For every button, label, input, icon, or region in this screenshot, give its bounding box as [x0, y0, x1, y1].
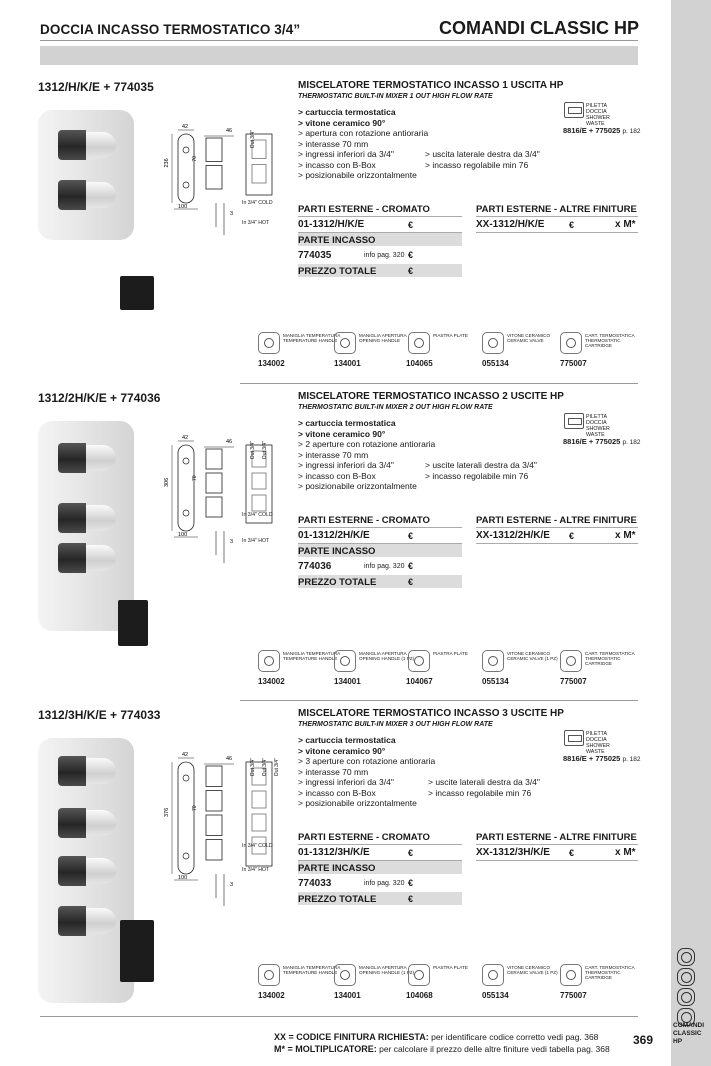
chrome-parts-heading: PARTI ESTERNE - CROMATO [298, 204, 430, 215]
handle-knob [58, 503, 134, 533]
total-heading: PREZZO TOTALE [298, 266, 377, 277]
feature-item: > posizionabile orizzontalmente [298, 170, 417, 180]
incasso-code: 774036 [298, 561, 332, 572]
feature-item: > cartuccia termostatica [298, 735, 396, 745]
incasso-code: 774035 [298, 250, 332, 261]
feature-item: > incasso regolabile min 76 [428, 787, 532, 798]
handle-knob [58, 543, 134, 573]
builtin-box-photo [120, 920, 154, 982]
accessory-icon [482, 332, 504, 354]
outlet-label: Out 3/4" [250, 130, 256, 149]
control-knob-icon [677, 948, 695, 966]
drawing-wrapper [164, 748, 298, 911]
total-heading: PREZZO TOTALE [298, 577, 377, 588]
feature-item: > interasse 70 mm [298, 138, 369, 149]
accessory-code: 134002 [258, 359, 285, 368]
feature-item: > posizionabile orizzontalmente [298, 798, 417, 808]
other-finishes-price: € [569, 848, 575, 858]
chrome-price: € [408, 531, 414, 541]
chrome-code: 01-1312/3H/K/E [298, 847, 370, 858]
feature-item: > 2 aperture con rotazione antioraria [298, 439, 436, 449]
accessory-code: 055134 [482, 359, 509, 368]
other-finishes-price: € [569, 220, 575, 230]
product-code-title: 1312/2H/K/E + 774036 [38, 391, 161, 405]
section-divider [240, 383, 638, 384]
other-finishes-code: XX-1312/H/K/E [476, 219, 545, 230]
price-divider [476, 527, 638, 528]
accessory-icon [560, 964, 582, 986]
accessory-label: PIASTRA PLATE [433, 333, 468, 338]
feature-item: > vitone ceramico 90° [298, 745, 386, 756]
dim-spacing: 70 [192, 805, 198, 811]
feature-item: > interasse 70 mm [298, 766, 369, 777]
accessory-icon [334, 964, 356, 986]
feature-item: > incasso con B-Box [298, 787, 376, 798]
chrome-parts-heading: PARTI ESTERNE - CROMATO [298, 515, 430, 526]
section-divider [240, 700, 638, 701]
control-knob-icon [677, 988, 695, 1006]
handle-knob [58, 756, 134, 786]
accessory-label: MANIGLIA TEMPERATURA TEMPERATURE HANDLE [283, 651, 341, 662]
footer-xx-note: XX = CODICE FINITURA RICHIESTA: per identificare codice corretto vedi pag. 368 [274, 1032, 599, 1042]
chrome-code: 01-1312/2H/K/E [298, 530, 370, 541]
accessory-label: VITONE CERAMICO CERAMIC VALVE (1 PZ) [507, 651, 558, 662]
dim-width: 42 [182, 435, 189, 441]
outlet-label: Out 3/4" [262, 441, 268, 460]
other-finishes-price: € [569, 531, 575, 541]
other-finishes-code: XX-1312/3H/K/E [476, 847, 550, 858]
header-divider [40, 40, 638, 41]
feature-item: > ingressi inferiori da 3/4" [298, 149, 394, 159]
handle-knob [58, 443, 134, 473]
product-photo [38, 110, 134, 240]
dim-height: 306 [164, 477, 170, 487]
feature-item: > uscite laterali destra da 3/4" [425, 460, 537, 470]
inlet-hot-label: In 3/4" HOT [242, 867, 270, 873]
chrome-code: 01-1312/H/K/E [298, 219, 365, 230]
drawing-wrapper [164, 120, 298, 240]
incasso-info: info pag. 320 [364, 880, 405, 887]
inlet-hot-label: In 3/4" HOT [242, 538, 270, 544]
accessory-icon [482, 964, 504, 986]
accessory-label: MANIGLIA TEMPERATURA TEMPERATURE HANDLE [283, 965, 341, 976]
price-divider [476, 844, 638, 845]
incasso-price: € [408, 561, 414, 571]
accessory-code: 134002 [258, 991, 285, 1000]
dim-spacing: 70 [192, 475, 198, 481]
accessory-code: 134001 [334, 677, 361, 686]
other-finishes-code: XX-1312/2H/K/E [476, 530, 550, 541]
shower-waste-label: PILETTA DOCCIA SHOWER WASTE [586, 103, 610, 127]
handle-knob [58, 856, 134, 886]
shower-waste-icon [564, 102, 584, 118]
accessory-label: VITONE CERAMICO CERAMIC VALVE (1 PZ) [507, 965, 558, 976]
shower-waste-code: 8816/E + 775025 p. 182 [563, 126, 641, 135]
feature-item: > vitone ceramico 90° [298, 428, 386, 439]
product-subtitle: THERMOSTATIC BUILT-IN MIXER 2 OUT HIGH FLOW RATE [298, 404, 493, 411]
technical-drawing [164, 431, 298, 563]
accessory-label: CART. TERMOSTATICA THERMOSTATIC CARTRIDGE [585, 333, 635, 349]
feature-item: > cartuccia termostatica [298, 418, 396, 428]
inlet-hot-label: In 3/4" HOT [242, 220, 270, 226]
accessory-icon [258, 650, 280, 672]
price-divider [476, 216, 638, 217]
accessory-code: 104065 [406, 359, 433, 368]
feature-item: > ingressi inferiori da 3/4" [298, 460, 394, 470]
shower-waste-icon [564, 730, 584, 746]
outlet-label: Out 3/4" [250, 758, 256, 777]
accessory-icon [408, 332, 430, 354]
accessory-label: CART. TERMOSTATICA THERMOSTATIC CARTRIDGE [585, 651, 635, 667]
page-number: 369 [633, 1033, 654, 1047]
dim-offset: 46 [226, 756, 233, 762]
accessory-code: 134001 [334, 359, 361, 368]
chrome-price: € [408, 848, 414, 858]
accessory-icon [408, 650, 430, 672]
side-tab-strip [671, 0, 711, 1066]
product-subtitle: THERMOSTATIC BUILT-IN MIXER 3 OUT HIGH FLOW RATE [298, 721, 493, 728]
feature-item: > uscite laterali destra da 3/4" [428, 777, 540, 787]
outlet-label: Out 3/4" [274, 758, 280, 777]
builtin-box-photo [120, 276, 154, 310]
feature-item: > incasso con B-Box [298, 159, 376, 170]
feature-item: > incasso regolabile min 76 [425, 159, 529, 170]
accessory-label: VITONE CERAMICO CERAMIC VALVE [507, 333, 551, 344]
handle-knob [58, 180, 134, 210]
incasso-heading: PARTE INCASSO [298, 235, 376, 246]
dim-offset: 46 [226, 439, 233, 445]
accessory-code: 775007 [560, 359, 587, 368]
page-series-title: COMANDI CLASSIC HP [438, 18, 639, 38]
dim-thickness: 3 [230, 882, 234, 888]
accessory-code: 055134 [482, 677, 509, 686]
shower-waste-label: PILETTA DOCCIA SHOWER WASTE [586, 731, 610, 755]
feature-item: > vitone ceramico 90° [298, 117, 386, 128]
inlet-cold-label: In 3/4" COLD [242, 843, 273, 849]
accessory-label: MANIGLIA APERTURA OPENING HANDLE (1 PZ) [359, 651, 415, 662]
product-title: MISCELATORE TERMOSTATICO INCASSO 1 USCITA HP [298, 80, 564, 91]
side-tab-icons [677, 946, 701, 1028]
shower-waste-label: PILETTA DOCCIA SHOWER WASTE [586, 414, 610, 438]
feature-item: > interasse 70 mm [298, 449, 369, 460]
outlet-label: Out 3/4" [262, 758, 268, 777]
price-divider [298, 216, 462, 217]
accessory-icon [482, 650, 504, 672]
handle-knob [58, 808, 134, 838]
accessory-icon [560, 650, 582, 672]
accessory-icon [560, 332, 582, 354]
builtin-box-photo [118, 600, 148, 646]
side-tab-label: COMANDI CLASSIC HP [673, 1022, 705, 1045]
dim-height: 236 [164, 158, 170, 168]
accessory-icon [408, 964, 430, 986]
accessory-icon [258, 332, 280, 354]
multiplier-label: x M* [615, 847, 636, 858]
shower-waste-icon [564, 413, 584, 429]
price-divider [298, 844, 462, 845]
incasso-heading: PARTE INCASSO [298, 863, 376, 874]
dim-depth: 100 [178, 204, 188, 210]
accessory-code: 775007 [560, 677, 587, 686]
technical-drawing [164, 120, 298, 235]
product-code-title: 1312/3H/K/E + 774033 [38, 708, 161, 722]
feature-item: > ingressi inferiori da 3/4" [298, 777, 394, 787]
shower-waste-code: 8816/E + 775025 p. 182 [563, 754, 641, 763]
other-finishes-heading: PARTI ESTERNE - ALTRE FINITURE [476, 204, 637, 215]
incasso-price: € [408, 250, 414, 260]
price-divider [476, 232, 638, 233]
header-band [40, 46, 638, 65]
price-divider [298, 527, 462, 528]
incasso-price: € [408, 878, 414, 888]
feature-item: > incasso con B-Box [298, 470, 376, 481]
price-divider [476, 860, 638, 861]
footer-m-note: M* = MOLTIPLICATORE: per calcolare il prezzo delle altre finiture vedi tabella pag. 368 [274, 1044, 610, 1054]
accessory-label: MANIGLIA APERTURA OPENING HANDLE (1 PZ) [359, 965, 415, 976]
feature-item: > uscita laterale destra da 3/4" [425, 149, 540, 159]
dim-spacing: 70 [192, 155, 198, 162]
dim-thickness: 3 [230, 211, 234, 217]
page-section-title: DOCCIA INCASSO TERMOSTATICO 3/4” [40, 22, 301, 37]
footer-divider [40, 1016, 638, 1017]
control-knob-icon [677, 968, 695, 986]
inlet-cold-label: In 3/4" COLD [242, 200, 273, 206]
dim-width: 42 [182, 752, 189, 758]
product-code-title: 1312/H/K/E + 774035 [38, 80, 154, 94]
dim-thickness: 3 [230, 539, 234, 545]
feature-item: > incasso regolabile min 76 [425, 470, 529, 481]
accessory-label: PIASTRA PLATE [433, 965, 468, 970]
accessory-label: CART. TERMOSTATICA THERMOSTATIC CARTRIDGE [585, 965, 635, 981]
accessory-label: MANIGLIA APERTURA OPENING HANDLE [359, 333, 407, 344]
dim-height: 376 [164, 807, 170, 817]
accessory-label: MANIGLIA TEMPERATURA TEMPERATURE HANDLE [283, 333, 341, 344]
chrome-parts-heading: PARTI ESTERNE - CROMATO [298, 832, 430, 843]
product-subtitle: THERMOSTATIC BUILT-IN MIXER 1 OUT HIGH FLOW RATE [298, 93, 493, 100]
dim-depth: 100 [178, 532, 188, 538]
incasso-heading: PARTE INCASSO [298, 546, 376, 557]
total-price: € [408, 577, 414, 587]
outlet-label: Out 3/4" [250, 441, 256, 460]
feature-item: > apertura con rotazione antioraria [298, 128, 429, 138]
accessory-code: 104067 [406, 677, 433, 686]
chrome-price: € [408, 220, 414, 230]
accessory-label: PIASTRA PLATE [433, 651, 468, 656]
incasso-code: 774033 [298, 878, 332, 889]
accessory-icon [334, 332, 356, 354]
feature-item: > 3 aperture con rotazione antioraria [298, 756, 436, 766]
drawing-wrapper [164, 431, 298, 568]
feature-item: > cartuccia termostatica [298, 107, 396, 117]
feature-item: > posizionabile orizzontalmente [298, 481, 417, 491]
price-divider [476, 543, 638, 544]
dim-width: 42 [182, 124, 189, 130]
product-title: MISCELATORE TERMOSTATICO INCASSO 2 USCITE HP [298, 391, 564, 402]
other-finishes-heading: PARTI ESTERNE - ALTRE FINITURE [476, 832, 637, 843]
multiplier-label: x M* [615, 219, 636, 230]
dim-offset: 46 [226, 128, 233, 134]
accessory-icon [258, 964, 280, 986]
accessory-icon [334, 650, 356, 672]
total-price: € [408, 266, 414, 276]
total-price: € [408, 894, 414, 904]
handle-knob [58, 130, 134, 160]
accessory-code: 775007 [560, 991, 587, 1000]
technical-drawing [164, 748, 298, 906]
incasso-info: info pag. 320 [364, 563, 405, 570]
multiplier-label: x M* [615, 530, 636, 541]
accessory-code: 104068 [406, 991, 433, 1000]
accessory-code: 134002 [258, 677, 285, 686]
total-heading: PREZZO TOTALE [298, 894, 377, 905]
accessory-code: 055134 [482, 991, 509, 1000]
shower-waste-code: 8816/E + 775025 p. 182 [563, 437, 641, 446]
inlet-cold-label: In 3/4" COLD [242, 512, 273, 518]
incasso-info: info pag. 320 [364, 252, 405, 259]
accessory-code: 134001 [334, 991, 361, 1000]
other-finishes-heading: PARTI ESTERNE - ALTRE FINITURE [476, 515, 637, 526]
dim-depth: 100 [178, 875, 188, 881]
product-title: MISCELATORE TERMOSTATICO INCASSO 3 USCITE HP [298, 708, 564, 719]
